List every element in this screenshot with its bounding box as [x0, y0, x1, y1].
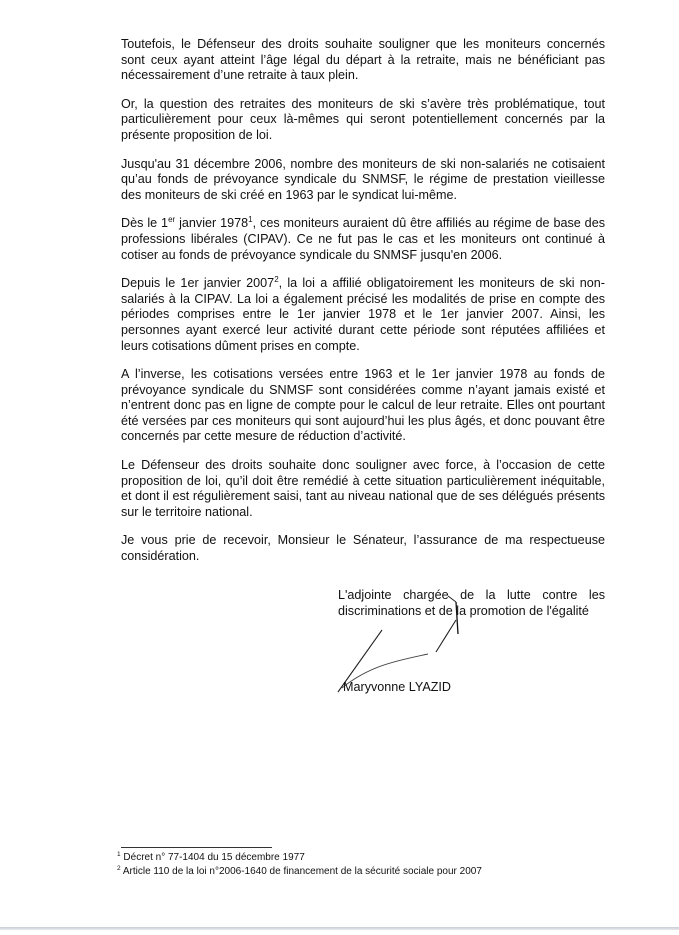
footnote-number: 1 [117, 851, 121, 858]
paragraph: Or, la question des retraites des moniteurs de ski s’avère très problématique, tout particulièrement pour ceux là-mêmes qui seront potentiellement concernés par la présente proposition de loi. [121, 96, 605, 142]
letter-body [121, 37, 605, 578]
footnote-separator [121, 847, 272, 848]
footnote-ref: 1 [248, 215, 253, 225]
footnote-ref: 2 [274, 275, 279, 285]
paragraph [121, 276, 605, 354]
text-segment: , ces moniteurs auraient dû être affiliés au régime de base des professions libérales (CIPAV). Ce ne fut pas le cas et les moniteurs ont continué à cotiser au fonds de prévoyance syndicale du SNMSF jusqu'en 2006. [121, 216, 605, 262]
footnote-number: 2 [117, 864, 121, 872]
paragraph: A l’inverse, les cotisations versées entre 1963 et le 1er janvier 1978 au fonds de prévoyance syndicale du SNMSF sont considérées comme n’ayant jamais existé et n’entrent donc pas en ligne de compte pour le calcul de leur retraite. Elles ont pourtant été versées par ces moniteurs qui sont aujourd’hui les plus âgés, et donc pouvant être concernés par cette mesure de réduction d’activité. [121, 367, 605, 444]
text-segment: , la loi a affilié obligatoirement les moniteurs de ski non-salariés à la CIPAV. La loi a également précisé les modalités de prise en compte des périodes comprises entre le 1er janvier 1978 et le 1er janvier 2007. Ainsi, les personnes ayant exercé leur activité durant cette période sont réputées affiliées et leurs cotisations dûment prises en compte. [121, 276, 605, 353]
signatory-name: Maryvonne LYAZID [343, 680, 452, 694]
paragraph: Le Défenseur des droits souhaite donc souligner avec force, à l’occasion de cette proposition de loi, qu’il doit être remédié à cette situation particulièrement inéquitable, et dont il est régulièrement saisi, tant au niveau national que de ses délégués présents sur le territoire national. [121, 458, 605, 519]
footnote [117, 865, 482, 879]
footnote-text: Décret n° 77-1404 du 15 décembre 1977 [123, 852, 305, 863]
signatory-title-line: discriminations et de la promotion de l'égalité [338, 603, 589, 618]
text-segment: Depuis le 1er janvier 2007 [121, 276, 275, 291]
scan-edge [0, 927, 679, 930]
footnote [117, 851, 482, 865]
text-segment: janvier 1978 [175, 216, 249, 231]
paragraph: Jusqu'au 31 décembre 2006, nombre des moniteurs de ski non-salariés ne cotisaient qu’au fonds de prévoyance syndicale du SNMSF, le régime de prestation vieillesse des moniteurs de ski créé en 1963 par le syndicat lui-même. [121, 156, 605, 202]
superscript: er [168, 215, 176, 225]
text-segment: Dès le 1 [121, 216, 169, 231]
signatory-title-line: L'adjointe chargée de la lutte contre les [338, 588, 605, 602]
footnote-text: Article 110 de la loi n°2006-1640 de financement de la sécurité sociale pour 2007 [122, 865, 482, 877]
paragraph [121, 216, 605, 263]
closing-paragraph: Je vous prie de recevoir, Monsieur le Sénateur, l’assurance de ma respectueuse considération. [121, 533, 605, 564]
paragraph: Toutefois, le Défenseur des droits souhaite souligner que les moniteurs concernés sont ceux ayant atteint l’âge légal du départ à la retraite, mais ne bénéficiant pas nécessairement d’une retraite à taux plein. [121, 37, 605, 83]
footnotes [117, 851, 482, 878]
